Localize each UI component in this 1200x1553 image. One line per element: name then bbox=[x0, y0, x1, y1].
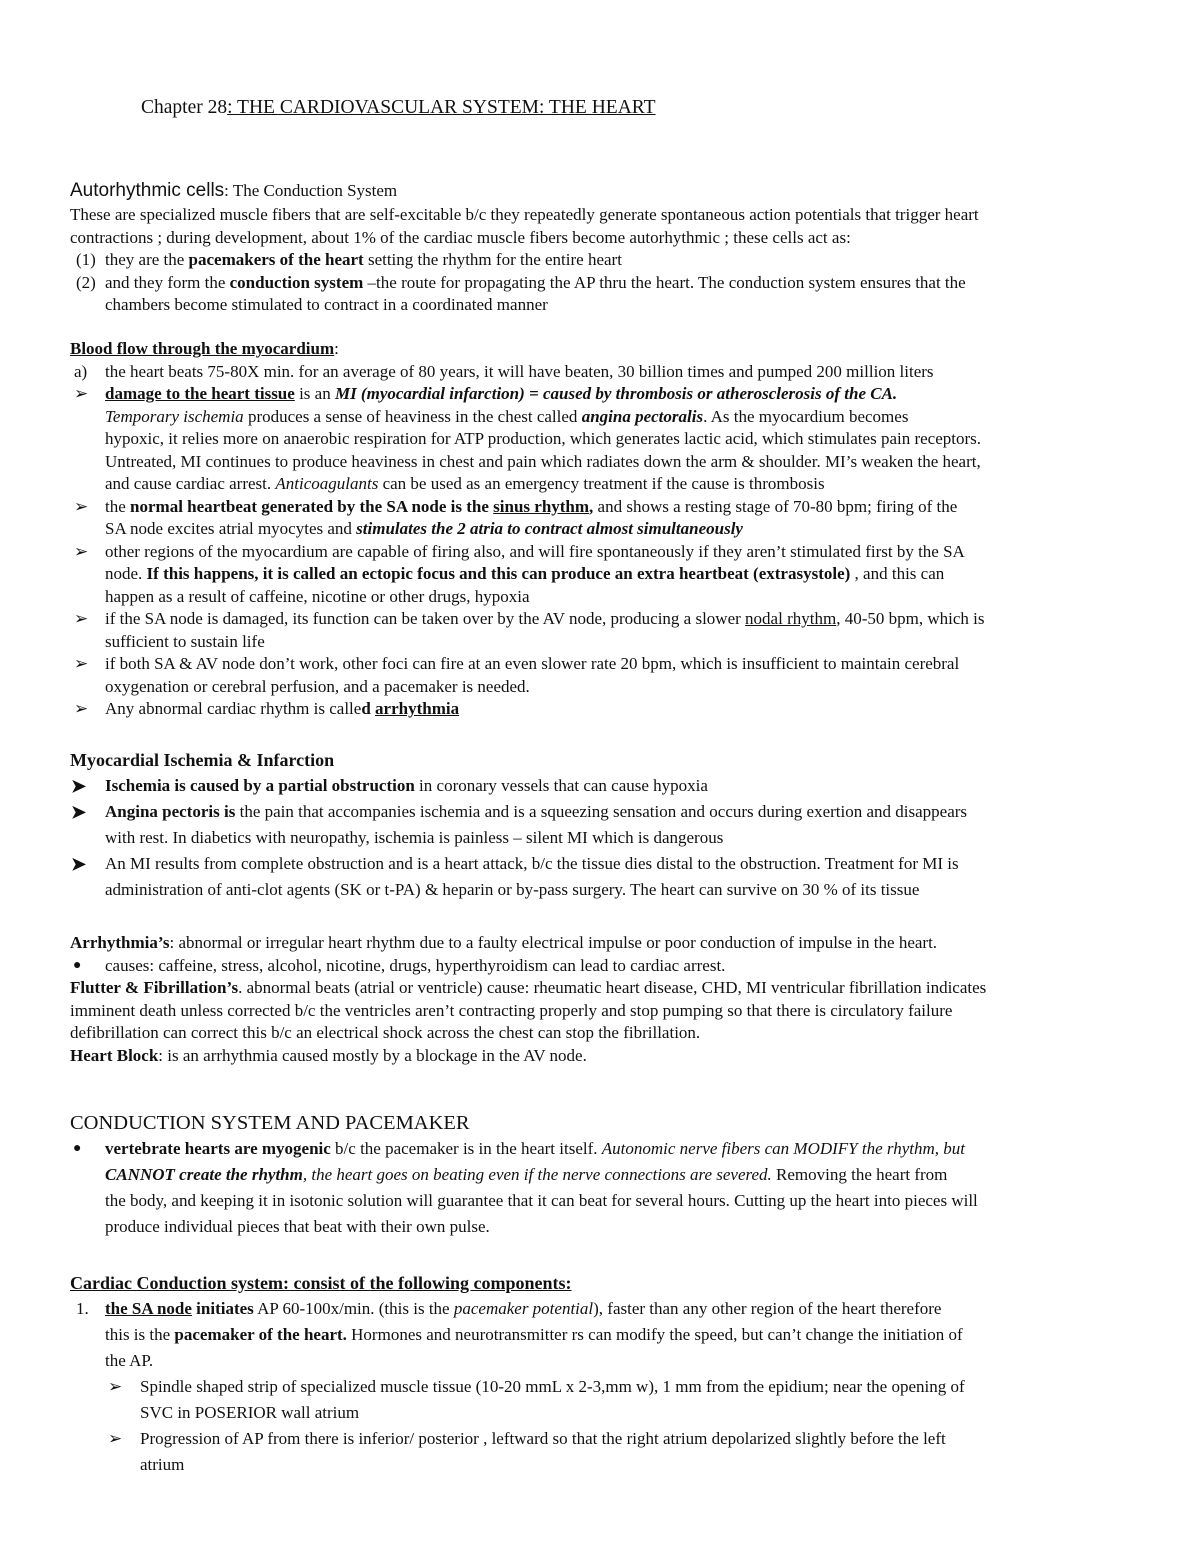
colon: : bbox=[334, 339, 339, 358]
text: setting the rhythm for the entire heart bbox=[363, 250, 622, 269]
arrow-bullet-icon: ➢ bbox=[108, 1377, 123, 1396]
bold-italic-text: CANNOT create the rhythm bbox=[105, 1165, 303, 1184]
paragraph-line: contractions ; during development, about 1% of the cardiac muscle fibers become autorhythmic ; these cells act as: bbox=[70, 227, 851, 247]
ischemia-section bbox=[70, 747, 1130, 903]
text: and shows a resting stage of 70-80 bpm; firing of the bbox=[593, 496, 958, 516]
text: An MI results from complete obstruction and is a heart attack, b/c the tissue dies distal to the obstruction. Treatment for MI is bbox=[105, 854, 959, 873]
text: b/c the pacemaker is in the heart itself. bbox=[330, 1139, 602, 1158]
text: : is an arrhythmia caused mostly by a blockage in the AV node. bbox=[158, 1045, 587, 1065]
ischemia-heading: Myocardial Ischemia & Infarction bbox=[70, 750, 335, 770]
paragraph-line bbox=[70, 473, 1130, 496]
italic-text: Anticoagulants bbox=[275, 474, 379, 493]
bold-text: Angina pectoris is bbox=[105, 802, 236, 821]
autorhythmic-heading-line bbox=[70, 178, 1130, 204]
bold-text: pacemakers of the heart bbox=[188, 250, 364, 269]
list-item bbox=[70, 249, 1130, 272]
bold-text: d bbox=[361, 699, 376, 718]
conduction-heading: CONDUCTION SYSTEM AND PACEMAKER bbox=[70, 1112, 470, 1134]
text: AP 60-100x/min. (this is the bbox=[253, 1299, 454, 1318]
bold-italic-text: MI (myocardial infarction bbox=[334, 384, 520, 403]
text: Progression of AP from there is inferior/ posterior , leftward so that the right atrium depolarized slightly before the left bbox=[140, 1429, 946, 1448]
text: is an bbox=[294, 384, 335, 403]
arrow-bullet-icon: ➢ bbox=[74, 384, 89, 403]
list-item bbox=[70, 541, 1130, 564]
paragraph-line: Untreated, MI continues to produce heaviness in chest and pain which radiates down the arm & shoulder. MI’s weaken the heart, bbox=[105, 451, 981, 471]
text: Removing the heart from bbox=[771, 1165, 948, 1184]
sub-list-item bbox=[70, 1426, 1130, 1452]
text: in coronary vessels that can cause hypoxia bbox=[414, 776, 708, 795]
autorhythmic-section bbox=[70, 178, 1130, 317]
list-item bbox=[70, 383, 1130, 406]
bold-text: the SA node bbox=[105, 1299, 192, 1318]
bold-text: Flutter & Fibrillation’s bbox=[70, 978, 239, 997]
paragraph-line: hypoxic, it relies more on anaerobic respiration for ATP production, which generates lactic acid, which stimulates pain receptors. bbox=[105, 429, 982, 448]
underlined-text: nodal rhythm bbox=[745, 609, 837, 628]
autorhythmic-heading: Autorhythmic cells bbox=[70, 180, 225, 201]
dot-bullet-icon: ● bbox=[73, 957, 82, 973]
text: produces a sense of heaviness in the chest called bbox=[243, 406, 582, 426]
paragraph-line bbox=[70, 406, 1130, 429]
bold-italic-text: ) = caused by thrombosis or atherosclerosis of the CA. bbox=[519, 384, 898, 403]
list-number: (2) bbox=[76, 272, 96, 292]
paragraph-line bbox=[70, 1322, 1130, 1348]
text: , and this can bbox=[850, 564, 945, 583]
list-item bbox=[70, 1296, 1130, 1322]
text: can be used as an emergency treatment if the cause is thrombosis bbox=[378, 474, 825, 493]
list-item bbox=[70, 272, 1130, 295]
paragraph-line bbox=[70, 1045, 1130, 1068]
components-section bbox=[70, 1270, 1130, 1478]
text: ), faster than any other region of the heart therefore bbox=[593, 1299, 942, 1318]
bold-text: Arrhythmia’s bbox=[70, 933, 170, 952]
bold-text: sinus rhythm bbox=[493, 496, 590, 516]
bold-text: Heart Block bbox=[70, 1045, 159, 1065]
italic-text: , the heart goes on beating even if the nerve connections are severed. bbox=[302, 1165, 772, 1184]
text: Any abnormal cardiac rhythm is calle bbox=[105, 699, 362, 718]
bloodflow-section bbox=[70, 338, 1130, 721]
paragraph-line: oxygenation or cerebral perfusion, and a pacemaker is needed. bbox=[105, 676, 530, 696]
list-item bbox=[70, 698, 1130, 721]
text: if the SA node is damaged, its function can be taken over by the AV node, producing a slower bbox=[105, 609, 746, 628]
list-number: 1. bbox=[76, 1299, 89, 1318]
text: Spindle shaped strip of specialized muscle tissue (10-20 mmL x 2-3,mm w), 1 mm from the epidium; near the opening of bbox=[140, 1377, 965, 1396]
text: SA node excites atrial myocytes and bbox=[105, 519, 357, 538]
list-number: (1) bbox=[76, 250, 96, 269]
list-letter: a) bbox=[74, 361, 88, 381]
paragraph-line bbox=[70, 977, 1130, 1000]
arrhythmia-section bbox=[70, 932, 1130, 1067]
text: . As the myocardium becomes bbox=[703, 406, 909, 426]
text: causes: caffeine, stress, alcohol, nicotine, drugs, hyperthyroidism can lead to cardiac arrest. bbox=[105, 955, 726, 975]
list-item bbox=[70, 608, 1130, 631]
text: the pain that accompanies ischemia and is a squeezing sensation and occurs during exertion and disappears bbox=[235, 802, 968, 821]
list-item bbox=[70, 361, 1130, 384]
text: Hormones and neurotransmitter rs can modify the speed, but can’t change the initiation of bbox=[346, 1325, 963, 1344]
paragraph-line: produce individual pieces that beat with their own pulse. bbox=[105, 1217, 490, 1236]
bloodflow-heading: Blood flow through the myocardium bbox=[70, 339, 335, 358]
paragraph-line: defibrillation can correct this b/c an electrical shock across the chest can stop the fibrillation. bbox=[70, 1023, 701, 1042]
arrow-bullet-icon: ➢ bbox=[74, 654, 89, 673]
text: other regions of the myocardium are capable of firing also, and will fire spontaneously if they aren’t stimulated first by the SA bbox=[105, 541, 965, 561]
chapter-title: : THE CARDIOVASCULAR SYSTEM: THE HEART bbox=[227, 97, 656, 118]
arrow-bullet-icon: ➢ bbox=[74, 609, 89, 628]
bold-italic-text: stimulates the 2 atria to contract almost simultaneously bbox=[356, 519, 743, 538]
text: this is the bbox=[105, 1325, 175, 1344]
list-item bbox=[70, 496, 1130, 519]
paragraph-line: administration of anti-clot agents (SK or t-PA) & heparin or by-pass surgery. The heart can survive on 30 % of its tissue bbox=[105, 880, 920, 899]
list-item bbox=[70, 1136, 1130, 1162]
paragraph-line: imminent death unless corrected b/c the ventricles aren’t contracting properly and stop pumping so that there is circulatory failure bbox=[70, 1000, 953, 1020]
bold-text: pacemaker of the heart. bbox=[174, 1325, 347, 1344]
list-item bbox=[70, 851, 1130, 877]
arrow-bullet-icon: ➢ bbox=[74, 699, 89, 718]
page-title bbox=[141, 97, 656, 119]
list-item bbox=[70, 773, 1130, 799]
paragraph-line bbox=[70, 1162, 1130, 1188]
paragraph-line bbox=[70, 563, 1130, 586]
bloodflow-heading-line bbox=[70, 338, 1130, 361]
arrow-bullet-icon: ➤ bbox=[71, 776, 87, 796]
paragraph-line: chambers become stimulated to contract in a coordinated manner bbox=[105, 295, 548, 314]
paragraph-line: atrium bbox=[140, 1455, 185, 1474]
list-item bbox=[70, 955, 1130, 978]
text: –the route for propagating the AP thru the heart. The conduction system ensures that the bbox=[363, 272, 966, 292]
italic-text: pacemaker potential bbox=[453, 1299, 594, 1318]
text: and cause cardiac arrest. bbox=[105, 474, 276, 493]
bold-text: conduction system bbox=[229, 272, 364, 292]
italic-text: Autonomic nerve fibers can MODIFY the rhythm, but bbox=[601, 1139, 965, 1158]
paragraph-line bbox=[70, 518, 1130, 541]
text: . abnormal beats (atrial or ventricle) cause: rheumatic heart disease, CHD, MI ventricular fibrillation indicates bbox=[238, 978, 987, 997]
bold-text: damage to the heart tissue bbox=[105, 384, 295, 403]
text: they are the bbox=[105, 250, 189, 269]
italic-text: Temporary ischemia bbox=[105, 406, 244, 426]
arrow-bullet-icon: ➤ bbox=[71, 854, 87, 874]
text: and they form the bbox=[105, 272, 230, 292]
bold-text: arrhythmia bbox=[375, 699, 460, 718]
paragraph-line: happen as a result of caffeine, nicotine or other drugs, hypoxia bbox=[105, 586, 530, 606]
dot-bullet-icon: ● bbox=[73, 1141, 82, 1156]
paragraph-line bbox=[70, 932, 1130, 955]
paragraph-line: These are specialized muscle fibers that are self-excitable b/c they repeatedly generate spontaneous action potentials that trigger heart bbox=[70, 205, 979, 224]
conduction-section bbox=[70, 1110, 1130, 1240]
bold-text: Ischemia is caused by a partial obstruction bbox=[105, 776, 415, 795]
paragraph-line: the body, and keeping it in isotonic solution will guarantee that it can beat for several hours. Cutting up the heart into pieces will bbox=[105, 1191, 978, 1210]
chapter-label: Chapter 28 bbox=[141, 97, 228, 118]
text: node. bbox=[105, 564, 147, 583]
bold-text: If this happens, it is called an ectopic focus and this can produce an extra heartbeat (extrasystole) bbox=[146, 564, 851, 583]
paragraph-line: sufficient to sustain life bbox=[105, 631, 265, 651]
sub-list-item bbox=[70, 1374, 1130, 1400]
bold-text: vertebrate hearts are myogenic bbox=[105, 1139, 331, 1158]
autorhythmic-heading-suffix: : The Conduction System bbox=[224, 181, 398, 200]
arrow-bullet-icon: ➢ bbox=[74, 496, 89, 516]
arrow-bullet-icon: ➢ bbox=[108, 1429, 123, 1448]
bold-text: initiates bbox=[191, 1299, 254, 1318]
paragraph-line: with rest. In diabetics with neuropathy, ischemia is painless – silent MI which is dangerous bbox=[105, 828, 724, 847]
text: the heart beats 75-80X min. for an average of 80 years, it will have beaten, 30 billion times and pumped 200 million liters bbox=[105, 361, 934, 381]
paragraph-line: the AP. bbox=[105, 1351, 154, 1370]
text: if both SA & AV node don’t work, other foci can fire at an even slower rate 20 bpm, which is insufficient to maintain cerebral bbox=[105, 654, 960, 673]
bold-italic-text: angina pectoralis bbox=[581, 406, 704, 426]
bold-text: normal heartbeat generated by the SA node is the bbox=[130, 496, 494, 516]
text: : abnormal or irregular heart rhythm due to a faulty electrical impulse or poor conduction of impulse in the heart. bbox=[169, 933, 938, 952]
arrow-bullet-icon: ➢ bbox=[74, 541, 89, 561]
text: the bbox=[105, 496, 131, 516]
components-heading: Cardiac Conduction system: consist of the following components: bbox=[70, 1273, 572, 1293]
arrow-bullet-icon: ➤ bbox=[71, 802, 87, 822]
paragraph-line: SVC in POSERIOR wall atrium bbox=[140, 1403, 360, 1422]
bold-text: , bbox=[589, 496, 594, 516]
list-item bbox=[70, 799, 1130, 825]
list-item bbox=[70, 653, 1130, 676]
text: , 40-50 bpm, which is bbox=[836, 609, 985, 628]
